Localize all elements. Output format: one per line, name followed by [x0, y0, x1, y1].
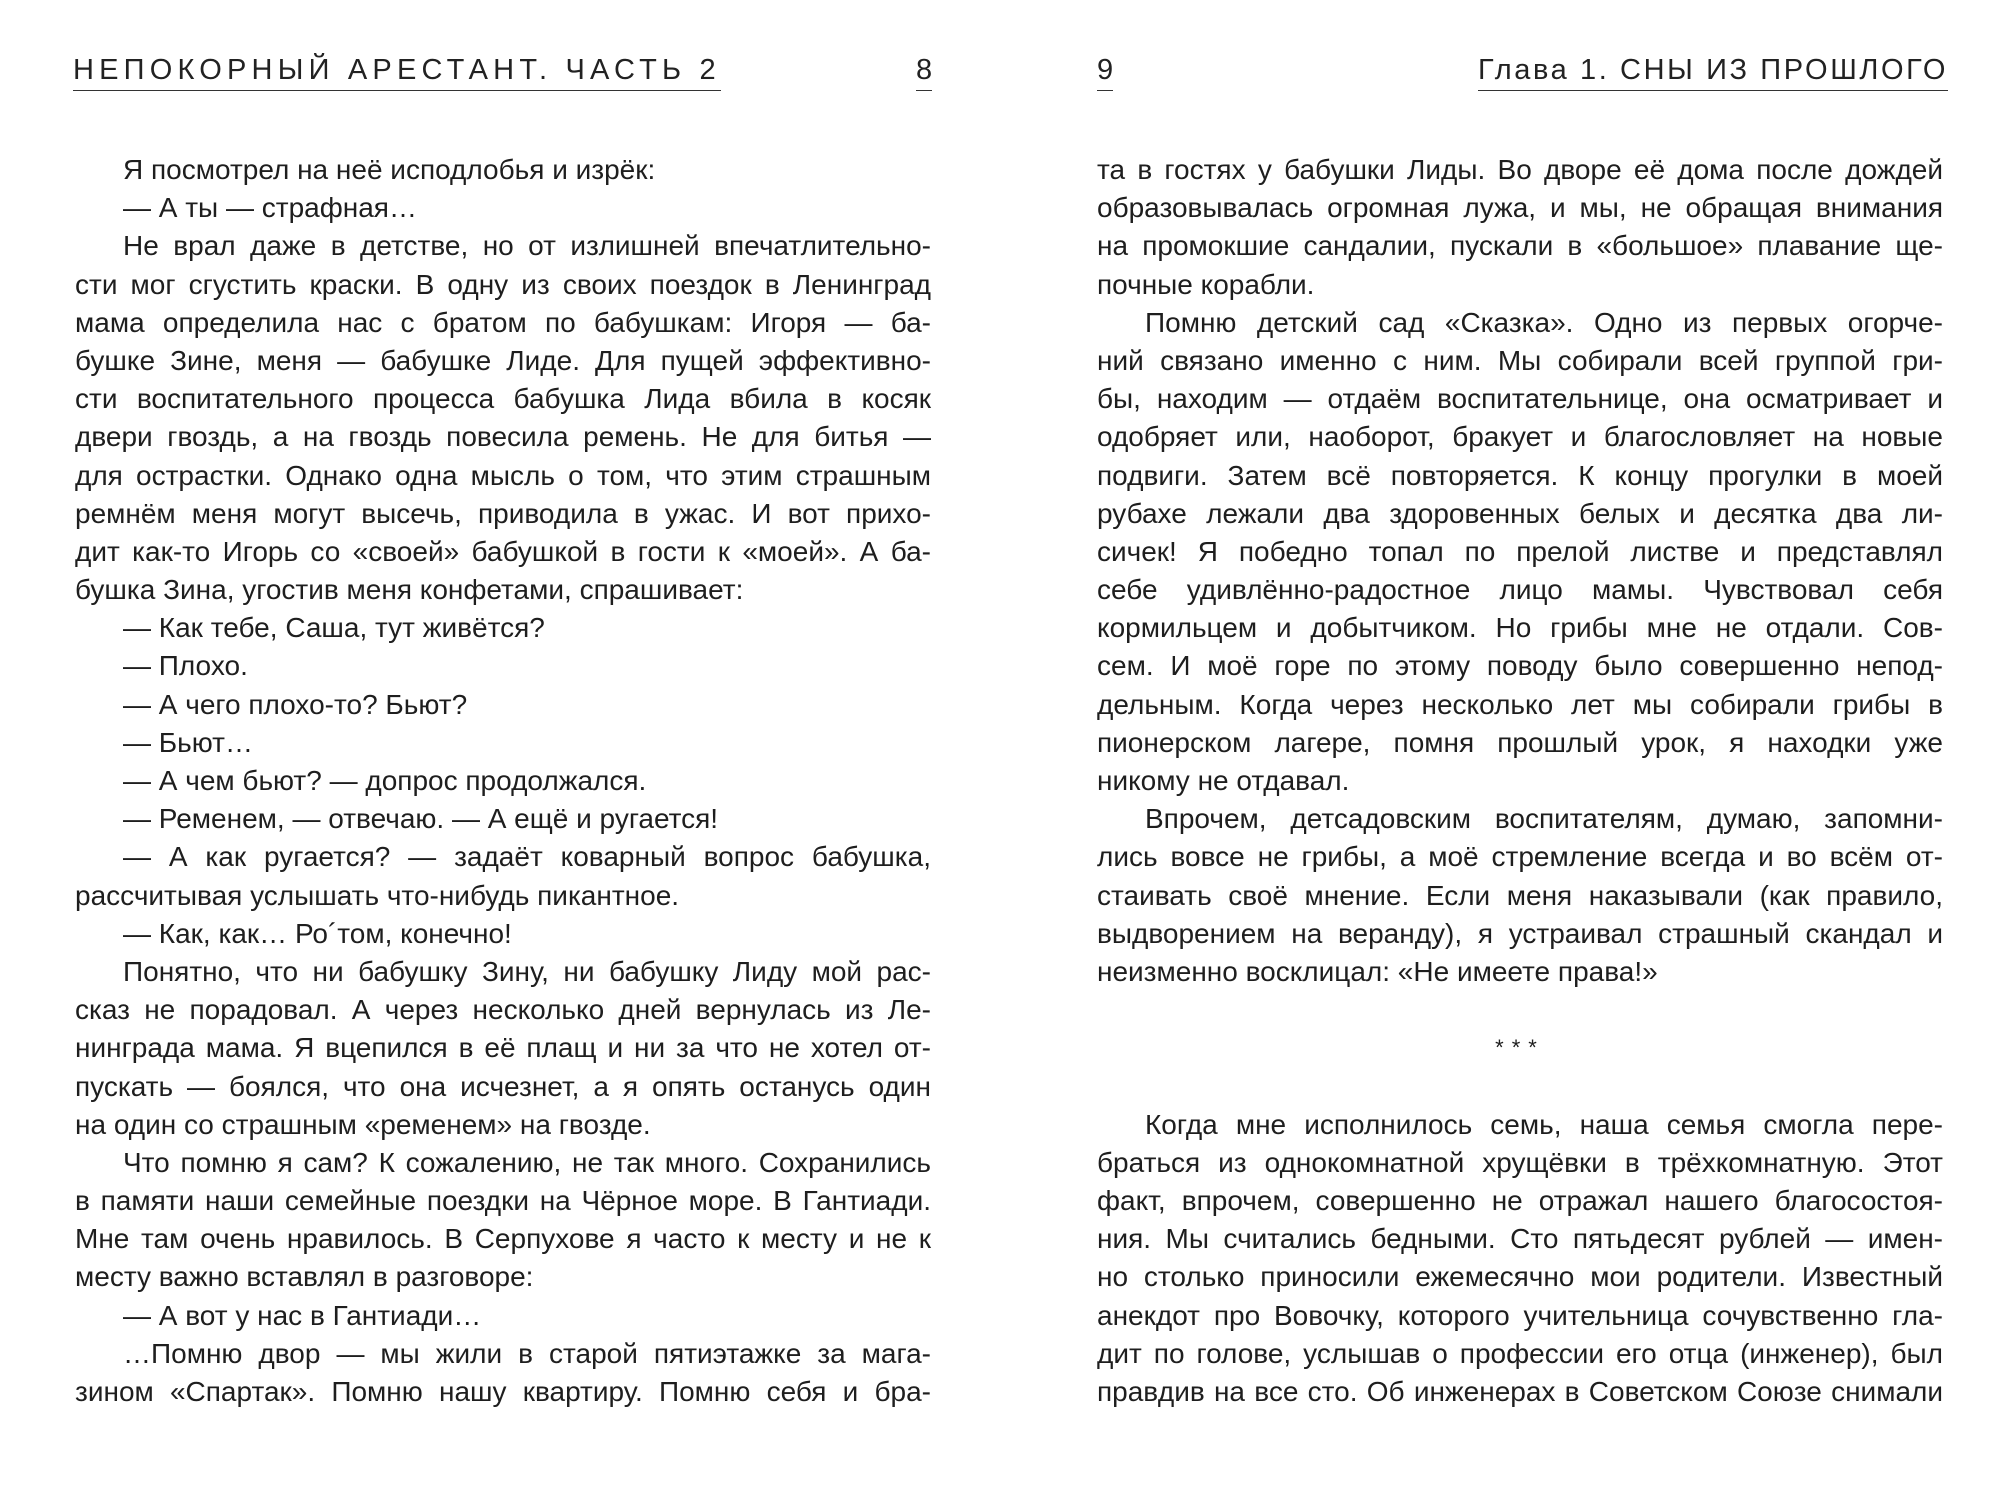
text-line: стаивать своё мнение. Если меня наказывали (как правило,: [1097, 879, 1943, 911]
text-line: анекдот про Вовочку, которого учительница сочувственно гла-: [1097, 1299, 1943, 1331]
text-line: сем. И моё горе по этому поводу было совершенно непод-: [1097, 650, 1943, 682]
text-line: на промокшие сандалии, пускали в «большое» плавание ще-: [1097, 230, 1943, 262]
text-line: сказ не порадовал. А через несколько дней вернулась из Ле-: [75, 994, 931, 1026]
text-line: выдворением на веранду), я устраивал страшный скандал и: [1097, 917, 1943, 949]
text-line: — А вот у нас в Гантиади…: [123, 1299, 482, 1331]
page-number: [916, 54, 932, 87]
text-line: та в гостях у бабушки Лиды. Во дворе её дома после дождей: [1097, 154, 1943, 185]
text-line: но столько приносили ежемесячно мои родители. Известный: [1097, 1261, 1943, 1293]
body-text: [1097, 151, 1943, 1411]
text-line: рубахе лежали два здоровенных белых и десятка два ли-: [1097, 497, 1943, 529]
body-text: [75, 151, 931, 1411]
text-line: ния. Мы считались бедными. Сто пятьдесят рублей — имен-: [1097, 1223, 1943, 1255]
text-line: дельным. Когда через несколько лет мы собирали грибы в: [1097, 688, 1943, 720]
text-line: в памяти наши семейные поездки на Чёрное море. В Гантиади.: [75, 1185, 931, 1217]
text-line: факт, впрочем, совершенно не отражал нашего благосостоя-: [1097, 1185, 1943, 1217]
text-line: дит по голове, услышав о профессии его отца (инженер), был: [1097, 1337, 1943, 1369]
page-number: [1097, 54, 1113, 87]
running-title-text: НЕПОКОРНЫЙ АРЕСТАНТ. ЧАСТЬ 2: [73, 54, 721, 86]
text-line: неизменно восклицал: «Не имеете права!»: [1097, 955, 1658, 987]
right-page: [1000, 0, 2000, 1485]
text-line: подвиги. Затем всё повторяется. К концу прогулки в моей: [1097, 459, 1943, 491]
page-number-text: 8: [916, 54, 933, 86]
text-line: месту важно вставлял в разговоре:: [75, 1261, 534, 1293]
section-gap: [1097, 991, 1943, 1029]
text-line: ний связано именно с ним. Мы собирали всей группой гри-: [1097, 344, 1943, 376]
text-line: лись вовсе не грибы, а моё стремление всегда и во всём от-: [1097, 841, 1943, 873]
text-line: Мне там очень нравилось. В Серпухове я часто к месту и не к: [75, 1223, 931, 1255]
text-line: — Ременем, — отвечаю. — А ещё и ругается!: [123, 803, 719, 835]
running-title: [73, 54, 721, 87]
text-line: кормильцем и добытчиком. Но грибы мне не отдали. Сов-: [1097, 612, 1943, 644]
text-line: Помню детский сад «Сказка». Одно из первых огорче-: [1145, 306, 1943, 338]
text-line: — А чем бьют? — допрос продолжался.: [123, 765, 647, 796]
running-title-text: Глава 1. СНЫ ИЗ ПРОШЛОГО: [1478, 54, 1948, 86]
text-line: мама определила нас с братом по бабушкам: Игоря — ба-: [75, 306, 931, 338]
text-line: сти мог сгустить краски. В одну из своих поездок в Ленинград: [75, 268, 931, 300]
section-separator: ***: [1495, 1035, 1545, 1061]
text-line: пионерском лагере, помня прошлый урок, я находки уже: [1097, 726, 1943, 758]
text-line: Я посмотрел на неё исподлобья и изрёк:: [123, 154, 656, 185]
text-line: ремнём меня могут высечь, приводила в ужас. И вот прихо-: [75, 497, 931, 529]
running-title: [1478, 54, 1948, 87]
text-line: Понятно, что ни бабушку Зину, ни бабушку Лиду мой рас-: [123, 955, 931, 987]
page-number-text: 9: [1097, 54, 1114, 86]
header-rule: [916, 90, 932, 91]
text-line: — Бьют…: [123, 726, 253, 758]
text-line: для острастки. Однако одна мысль о том, что этим страшным: [75, 459, 931, 491]
text-line: дит как-то Игорь со «своей» бабушкой в гости к «моей». А ба-: [75, 535, 931, 567]
text-line: Что помню я сам? К сожалению, не так много. Сохранились: [123, 1146, 931, 1178]
text-line: — А ты — страфная…: [123, 192, 417, 224]
text-line: сичек! Я победно топал по прелой листве и представлял: [1097, 535, 1943, 567]
text-line: одобряет или, наоборот, бракует и благословляет на новые: [1097, 421, 1943, 453]
text-line: бушка Зина, угостив меня конфетами, спрашивает:: [75, 574, 744, 606]
text-line: — А как ругается? — задаёт коварный вопрос бабушка,: [123, 841, 931, 873]
text-line: браться из однокомнатной хрущёвки в трёхкомнатную. Этот: [1097, 1146, 1943, 1178]
text-line: пускать — боялся, что она исчезнет, а я опять останусь один: [75, 1070, 931, 1102]
text-line: на один со страшным «ременем» на гвозде.: [75, 1108, 651, 1140]
text-line: зином «Спартак». Помню нашу квартиру. Помню себя и бра-: [75, 1376, 931, 1407]
text-line: почные корабли.: [1097, 268, 1315, 300]
section-gap: [1097, 1068, 1943, 1106]
text-line: никому не отдавал.: [1097, 765, 1350, 796]
text-line: …Помню двор — мы жили в старой пятиэтажке за мага-: [123, 1337, 931, 1369]
text-line: Не врал даже в детстве, но от излишней впечатлительно-: [123, 230, 931, 262]
text-line: бушке Зине, меня — бабушке Лиде. Для пущей эффективно-: [75, 344, 931, 376]
text-line: бы, находим — отдаём воспитательнице, она осматривает и: [1097, 383, 1943, 415]
text-line: правдив на все сто. Об инженерах в Советском Союзе снимали: [1097, 1376, 1943, 1407]
header-rule: [1478, 90, 1948, 91]
text-line: — Плохо.: [123, 650, 248, 682]
text-line: — Как, как… Ро´том, конечно!: [123, 917, 512, 949]
text-line: сти воспитательного процесса бабушка Лида вбила в косяк: [75, 383, 931, 415]
text-line: Впрочем, детсадовским воспитателям, думаю, запомни-: [1145, 803, 1943, 835]
header-rule: [73, 90, 721, 91]
text-line: рассчитывая услышать что-нибудь пикантное.: [75, 879, 680, 911]
text-line: себе удивлённо-радостное лицо мамы. Чувствовал себя: [1097, 574, 1943, 606]
text-line: образовывалась огромная лужа, и мы, не обращая внимания: [1097, 192, 1943, 224]
text-line: — А чего плохо-то? Бьют?: [123, 688, 468, 720]
text-line: — Как тебе, Саша, тут живётся?: [123, 612, 545, 644]
header-rule: [1097, 90, 1113, 91]
text-line: нинграда мама. Я вцепился в её плащ и ни за что не хотел от-: [75, 1032, 931, 1064]
text-line: Когда мне исполнилось семь, наша семья смогла пере-: [1145, 1108, 1943, 1140]
text-line: двери гвоздь, а на гвоздь повесила ремень. Не для битья —: [75, 421, 931, 453]
